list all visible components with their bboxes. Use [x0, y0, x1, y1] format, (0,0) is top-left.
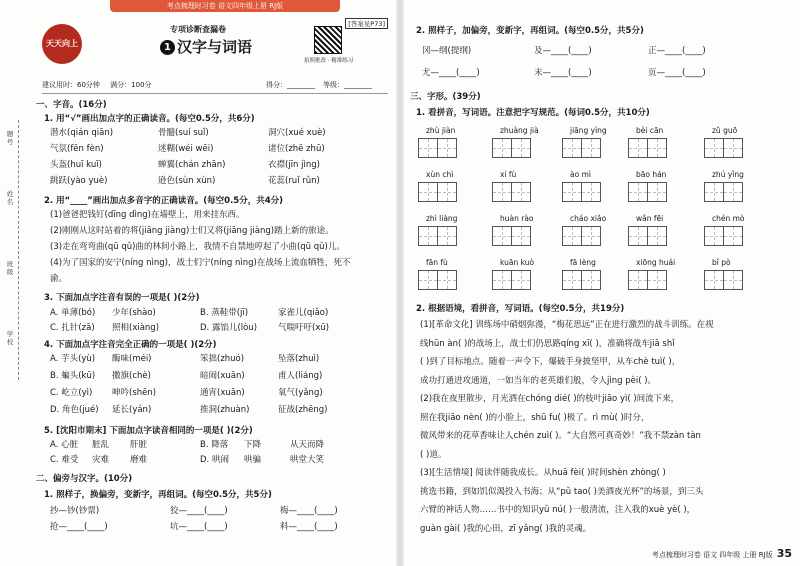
reading-choice[interactable]: 骨髓(suí suǐ)	[158, 128, 209, 138]
fill-blank[interactable]: 冈—纲(提纲)	[422, 46, 472, 56]
question-prompt: 2. 用“____”画出加点多音字的正确读音。(每空0.5分，共4分)	[44, 196, 284, 206]
context-line[interactable]: 微风带来的花草香味让人chén zuì( )。“大自然可真奇妙！”我不禁zàn tàn	[420, 431, 701, 441]
writing-cell[interactable]	[723, 270, 743, 290]
section-heading: 二、偏旁与汉字。(10分)	[36, 474, 133, 484]
writing-grid[interactable]	[704, 270, 742, 290]
page-number: 35	[776, 547, 792, 560]
reading-choice[interactable]: 头盔(huī kuī)	[50, 160, 102, 170]
writing-cell[interactable]	[628, 182, 648, 202]
writing-cell[interactable]	[437, 270, 457, 290]
writing-cell[interactable]	[418, 270, 438, 290]
right-page	[402, 0, 800, 566]
question-prompt: 1. 用“√”画出加点字的正确读音。(每空0.5分，共6分)	[44, 114, 255, 124]
writing-cell[interactable]	[418, 226, 438, 246]
option-item[interactable]: C. 扎针(zā)	[50, 323, 95, 333]
writing-cell[interactable]	[704, 138, 724, 158]
writing-grid[interactable]	[704, 226, 742, 246]
option-item[interactable]: 推洞(zhuàn)	[200, 405, 250, 415]
context-line[interactable]: ( )到了目标地点。随着一声令下，爆破手身披坚甲，从车chè tuì( )，	[420, 357, 681, 367]
writing-grid[interactable]	[492, 270, 530, 290]
writing-grid[interactable]	[628, 182, 666, 202]
writing-cell[interactable]	[581, 270, 601, 290]
option-item[interactable]: B. 蝙头(kū)	[50, 371, 96, 381]
option-item[interactable]: C. 难受	[50, 455, 79, 465]
writing-cell[interactable]	[581, 226, 601, 246]
answer-ref: [答案见P73]	[345, 18, 388, 29]
writing-cell[interactable]	[562, 182, 582, 202]
writing-cell[interactable]	[628, 226, 648, 246]
writing-grid[interactable]	[418, 182, 456, 202]
writing-cell[interactable]	[647, 270, 667, 290]
question-prompt: 4. 下面加点字注音完全正确的一项是( )(2分)	[44, 340, 217, 350]
writing-cell[interactable]	[628, 138, 648, 158]
writing-cell[interactable]	[647, 138, 667, 158]
fill-blank[interactable]: 梅—____(____)	[280, 506, 338, 516]
reading-choice[interactable]: 潜水(qián qiān)	[50, 128, 114, 138]
fill-blank[interactable]: 狡—____(____)	[170, 506, 228, 516]
writing-cell[interactable]	[511, 270, 531, 290]
option-item[interactable]: 从天而降	[290, 440, 325, 450]
option-item[interactable]: 撒旗(chè)	[112, 371, 151, 381]
option-item[interactable]: D. 露馅儿(lòu)	[200, 323, 258, 333]
writing-grid[interactable]	[628, 138, 666, 158]
writing-cell[interactable]	[562, 138, 582, 158]
question-line-end: 渝。	[50, 274, 68, 284]
pinyin-label: bǐ pò	[712, 258, 731, 267]
title-number: 1	[160, 40, 175, 55]
option-item[interactable]: 延长(yán)	[112, 405, 152, 415]
writing-grid[interactable]	[418, 138, 456, 158]
pinyin-label: xí fù	[500, 170, 517, 179]
question-prompt: 2. 照样子，加偏旁，变新字，再组词。(每空0.5分，共5分)	[416, 26, 644, 36]
writing-cell[interactable]	[437, 182, 457, 202]
option-item[interactable]: D. 哄闹	[200, 455, 229, 465]
option-item[interactable]: 哄骗	[244, 455, 262, 465]
writing-cell[interactable]	[437, 138, 457, 158]
fill-blank[interactable]: 坑—____(____)	[170, 522, 228, 532]
qr-caption: 拍照批改 · 精准练习	[304, 58, 354, 64]
writing-cell[interactable]	[492, 138, 512, 158]
option-item[interactable]: 酶味(méi)	[112, 354, 152, 364]
context-line[interactable]: 照在我jiāo nèn( )的小脸上，shū fu( )极了。rì mù( )时分，	[420, 412, 650, 423]
question-line: (2)刚刚从这时站着的将(jiāng jiàng)士们又将(jiāng jiàng)踏上新的旅途。	[50, 226, 334, 236]
writing-grid[interactable]	[704, 138, 742, 158]
writing-cell[interactable]	[511, 226, 531, 246]
page-header	[42, 18, 388, 76]
writing-cell[interactable]	[628, 270, 648, 290]
writing-cell[interactable]	[704, 182, 724, 202]
writing-grid[interactable]	[492, 182, 530, 202]
context-line[interactable]: 线hūn àn( )的战场上，战士们仍思路qíng xī( )，准确将战车jiā shǐ	[420, 338, 675, 349]
option-item[interactable]: 灾难	[92, 455, 110, 465]
option-item[interactable]: D. 角色(jué)	[50, 405, 99, 415]
top-band: 考点梳理时习卷 语文四年级上册 RJ版	[110, 0, 340, 12]
writing-cell[interactable]	[723, 138, 743, 158]
question-prompt: 1. 照样子，换偏旁，变新字，再组词。(每空0.5分，共5分)	[44, 490, 272, 500]
writing-cell[interactable]	[704, 270, 724, 290]
fill-blank[interactable]: 末—____(____)	[534, 68, 592, 78]
option-item[interactable]: 暗闹(xuān)	[200, 371, 245, 381]
meta-got[interactable]: 得分：________	[266, 81, 315, 89]
reading-choice[interactable]: 蝉翼(chán zhān)	[158, 160, 226, 170]
meta-right	[266, 80, 380, 90]
option-item[interactable]: 气喘吁吁(xū)	[278, 323, 330, 333]
writing-grid[interactable]	[562, 138, 600, 158]
binding-label: 题号	[6, 130, 14, 146]
option-item[interactable]: 肝脏	[130, 440, 148, 450]
option-item[interactable]: 家雀儿(qiǎo)	[278, 308, 329, 318]
pinyin-label: chén mò	[712, 214, 745, 223]
writing-cell[interactable]	[704, 226, 724, 246]
context-line[interactable]: 六臂的神话人物……书中的知识yǔ nú( )一般清流，注入我的xuè yè( )，	[420, 505, 696, 515]
writing-grid[interactable]	[562, 270, 600, 290]
option-item[interactable]: A. 单薄(bó)	[50, 308, 96, 318]
option-item[interactable]: A. 芋头(yù)	[50, 354, 96, 364]
reading-choice[interactable]: 迷糊(wéi wēi)	[158, 144, 214, 154]
context-line[interactable]: (1)[革命文化] 训练场中硝烟弥漫，“梅花思远”正在进行激烈的战斗训练。在视	[420, 320, 714, 330]
context-line[interactable]: ( )道。	[420, 449, 447, 460]
reading-choice[interactable]: 逊色(sùn xùn)	[158, 176, 216, 186]
question-line: (3)走在弯弯曲(qū qǔ)曲的林间小路上，我情不自禁地哼起了小曲(qū qǔ)儿。	[50, 242, 345, 252]
pinyin-label: zhù jiàn	[426, 126, 456, 135]
option-item[interactable]: C. 屹立(yì)	[50, 388, 93, 398]
reading-choice[interactable]: 衣襟(jīn jìng)	[268, 160, 320, 170]
page-title	[160, 36, 252, 57]
option-item[interactable]: 氧气(yǎng)	[278, 388, 323, 398]
writing-cell[interactable]	[418, 182, 438, 202]
writing-cell[interactable]	[647, 182, 667, 202]
writing-cell[interactable]	[581, 138, 601, 158]
writing-cell[interactable]	[562, 226, 582, 246]
question-prompt: 3. 下面加点字注音有误的一项是( )(2分)	[44, 293, 200, 303]
pinyin-label: wǎn fēi	[636, 214, 664, 223]
meta-level[interactable]: 等级：________	[323, 81, 372, 89]
fill-blank[interactable]: 正—____(____)	[648, 46, 706, 56]
question-line: (4)为了国家的安宁(níng nìng)，战士们宁(níng nìng)在战场上流血牺牲，死不	[50, 258, 351, 268]
writing-grid[interactable]	[492, 138, 530, 158]
section-heading: 三、字形。(39分)	[410, 92, 481, 102]
option-item[interactable]: 坠落(zhuì)	[278, 354, 320, 364]
meta-score: 满分：100分	[110, 81, 152, 89]
section-heading: 一、字音。(16分)	[36, 100, 107, 110]
fill-blank[interactable]: 页—____(____)	[648, 68, 706, 78]
fill-blank[interactable]: 尤—____(____)	[422, 68, 480, 78]
option-item[interactable]: 脏乱	[92, 440, 110, 450]
footer-text: 考点梳理时习卷 语文 四年级 上册 RJ版	[651, 551, 773, 559]
title-text: 汉字与词语	[177, 38, 253, 56]
fill-blank[interactable]: 及—____(____)	[534, 46, 592, 56]
pinyin-label: xiōng huái	[636, 258, 676, 267]
question-line: (1)爸爸把钱钉(dīng dìng)在墙壁上，用来挂东西。	[50, 210, 245, 220]
question-prompt: 2. 根据语境，看拼音，写词语。(每空0.5分，共19分)	[416, 304, 625, 314]
context-line[interactable]: guàn gài( )我的心田，zī yǎng( )我的灵魂。	[420, 523, 592, 534]
context-line[interactable]: 挑选书籍，到如饥似渴投入书海；从“pǔ tao( )美酒夜光杯”的场景，到三头	[420, 486, 704, 497]
writing-grid[interactable]	[628, 226, 666, 246]
option-item[interactable]: B. 降落	[200, 440, 229, 450]
binding-label: 班级	[6, 260, 14, 276]
writing-grid[interactable]	[562, 182, 600, 202]
option-item[interactable]: B. 蒸鞋带(jī)	[200, 308, 249, 318]
option-item[interactable]: 呻吟(shēn)	[112, 388, 157, 398]
reading-choice[interactable]: 诸位(zhē zhū)	[268, 144, 325, 154]
context-line[interactable]: 成功打通进攻通道，一如当年的老英雄们般，令人jìng pèi( )。	[420, 375, 657, 386]
option-item[interactable]: 甫人(liáng)	[278, 371, 323, 381]
page-footer	[652, 547, 792, 560]
cut-line	[18, 120, 19, 380]
pinyin-label: bèi cān	[636, 126, 664, 135]
pinyin-label: zhuàng jià	[500, 126, 539, 135]
binding-strip	[0, 120, 22, 380]
writing-grid[interactable]	[418, 270, 456, 290]
writing-cell[interactable]	[511, 138, 531, 158]
pinyin-label: cháo xiǎo	[570, 214, 607, 223]
pinyin-label: fā lèng	[570, 258, 596, 267]
fill-blank[interactable]: 抄—钞(钞票)	[50, 506, 100, 516]
subtitle: 专项诊断查漏卷	[170, 25, 226, 34]
qr-code-icon[interactable]	[314, 26, 342, 54]
writing-grid[interactable]	[562, 226, 600, 246]
pinyin-label: fān fù	[426, 258, 448, 267]
option-item[interactable]: 征战(zhēng)	[278, 405, 328, 415]
writing-cell[interactable]	[437, 226, 457, 246]
pinyin-label: jiāng yìng	[570, 126, 607, 135]
pinyin-label: huàn rào	[500, 214, 534, 223]
writing-cell[interactable]	[647, 226, 667, 246]
writing-cell[interactable]	[723, 182, 743, 202]
question-prompt: 5. [沈阳市期末] 下面加点字读音相同的一项是( )(2分)	[44, 426, 253, 436]
writing-grid[interactable]	[492, 226, 530, 246]
writing-grid[interactable]	[704, 182, 742, 202]
option-item[interactable]: A. 心脏	[50, 440, 79, 450]
option-item[interactable]: 下降	[244, 440, 262, 450]
writing-cell[interactable]	[492, 226, 512, 246]
reading-choice[interactable]: 洞穴(xué xuè)	[268, 128, 326, 138]
writing-cell[interactable]	[492, 182, 512, 202]
fill-blank[interactable]: 料—____(____)	[280, 522, 338, 532]
writing-cell[interactable]	[723, 226, 743, 246]
meta-time: 建议用时：60分钟	[42, 81, 100, 89]
pinyin-label: zǔ guō	[712, 126, 738, 135]
binding-label: 学校	[6, 330, 14, 346]
pinyin-label: kuān kuò	[500, 258, 535, 267]
reading-choice[interactable]: 跳跃(yào yuè)	[50, 176, 108, 186]
writing-cell[interactable]	[511, 182, 531, 202]
writing-grid[interactable]	[418, 226, 456, 246]
writing-cell[interactable]	[492, 270, 512, 290]
logo: 天天向上	[42, 24, 82, 64]
reading-choice[interactable]: 花蕊(ruǐ rǔn)	[268, 176, 320, 186]
option-item[interactable]: 通宵(xuān)	[200, 388, 245, 398]
left-page	[0, 0, 398, 566]
pinyin-label: ào mì	[570, 170, 591, 179]
pinyin-label: zhú yǐng	[712, 170, 744, 179]
pinyin-label: xùn chì	[426, 170, 454, 179]
question-prompt: 1. 看拼音，写词语。注意把字写规范。(每词0.5分，共10分)	[416, 108, 650, 118]
writing-cell[interactable]	[418, 138, 438, 158]
context-line[interactable]: (3)[生活情境] 阅读伴随我成长。从huā fèi( )时间shèn zhòng( )	[420, 468, 666, 478]
fill-blank[interactable]: 抢—____(____)	[50, 522, 108, 532]
pinyin-label: bāo hán	[636, 170, 667, 179]
option-item[interactable]: 少年(shào)	[112, 308, 156, 318]
option-item[interactable]: 磨难	[130, 455, 148, 465]
binding-label: 姓名	[6, 190, 14, 206]
writing-cell[interactable]	[562, 270, 582, 290]
option-item[interactable]: 哄堂大笑	[290, 455, 325, 465]
option-item[interactable]: 照相(xiàng)	[112, 323, 160, 333]
pinyin-label: zhì liàng	[426, 214, 458, 223]
context-line[interactable]: (2)我在夜里散步，月光洒在chóng dié( )的枝叶jiāo yì( )间流下来，	[420, 394, 680, 404]
reading-choice[interactable]: 气氛(fēn fèn)	[50, 144, 104, 154]
option-item[interactable]: 笨拙(zhuó)	[200, 354, 245, 364]
meta-bar	[42, 80, 388, 94]
writing-grid[interactable]	[628, 270, 666, 290]
writing-cell[interactable]	[581, 182, 601, 202]
